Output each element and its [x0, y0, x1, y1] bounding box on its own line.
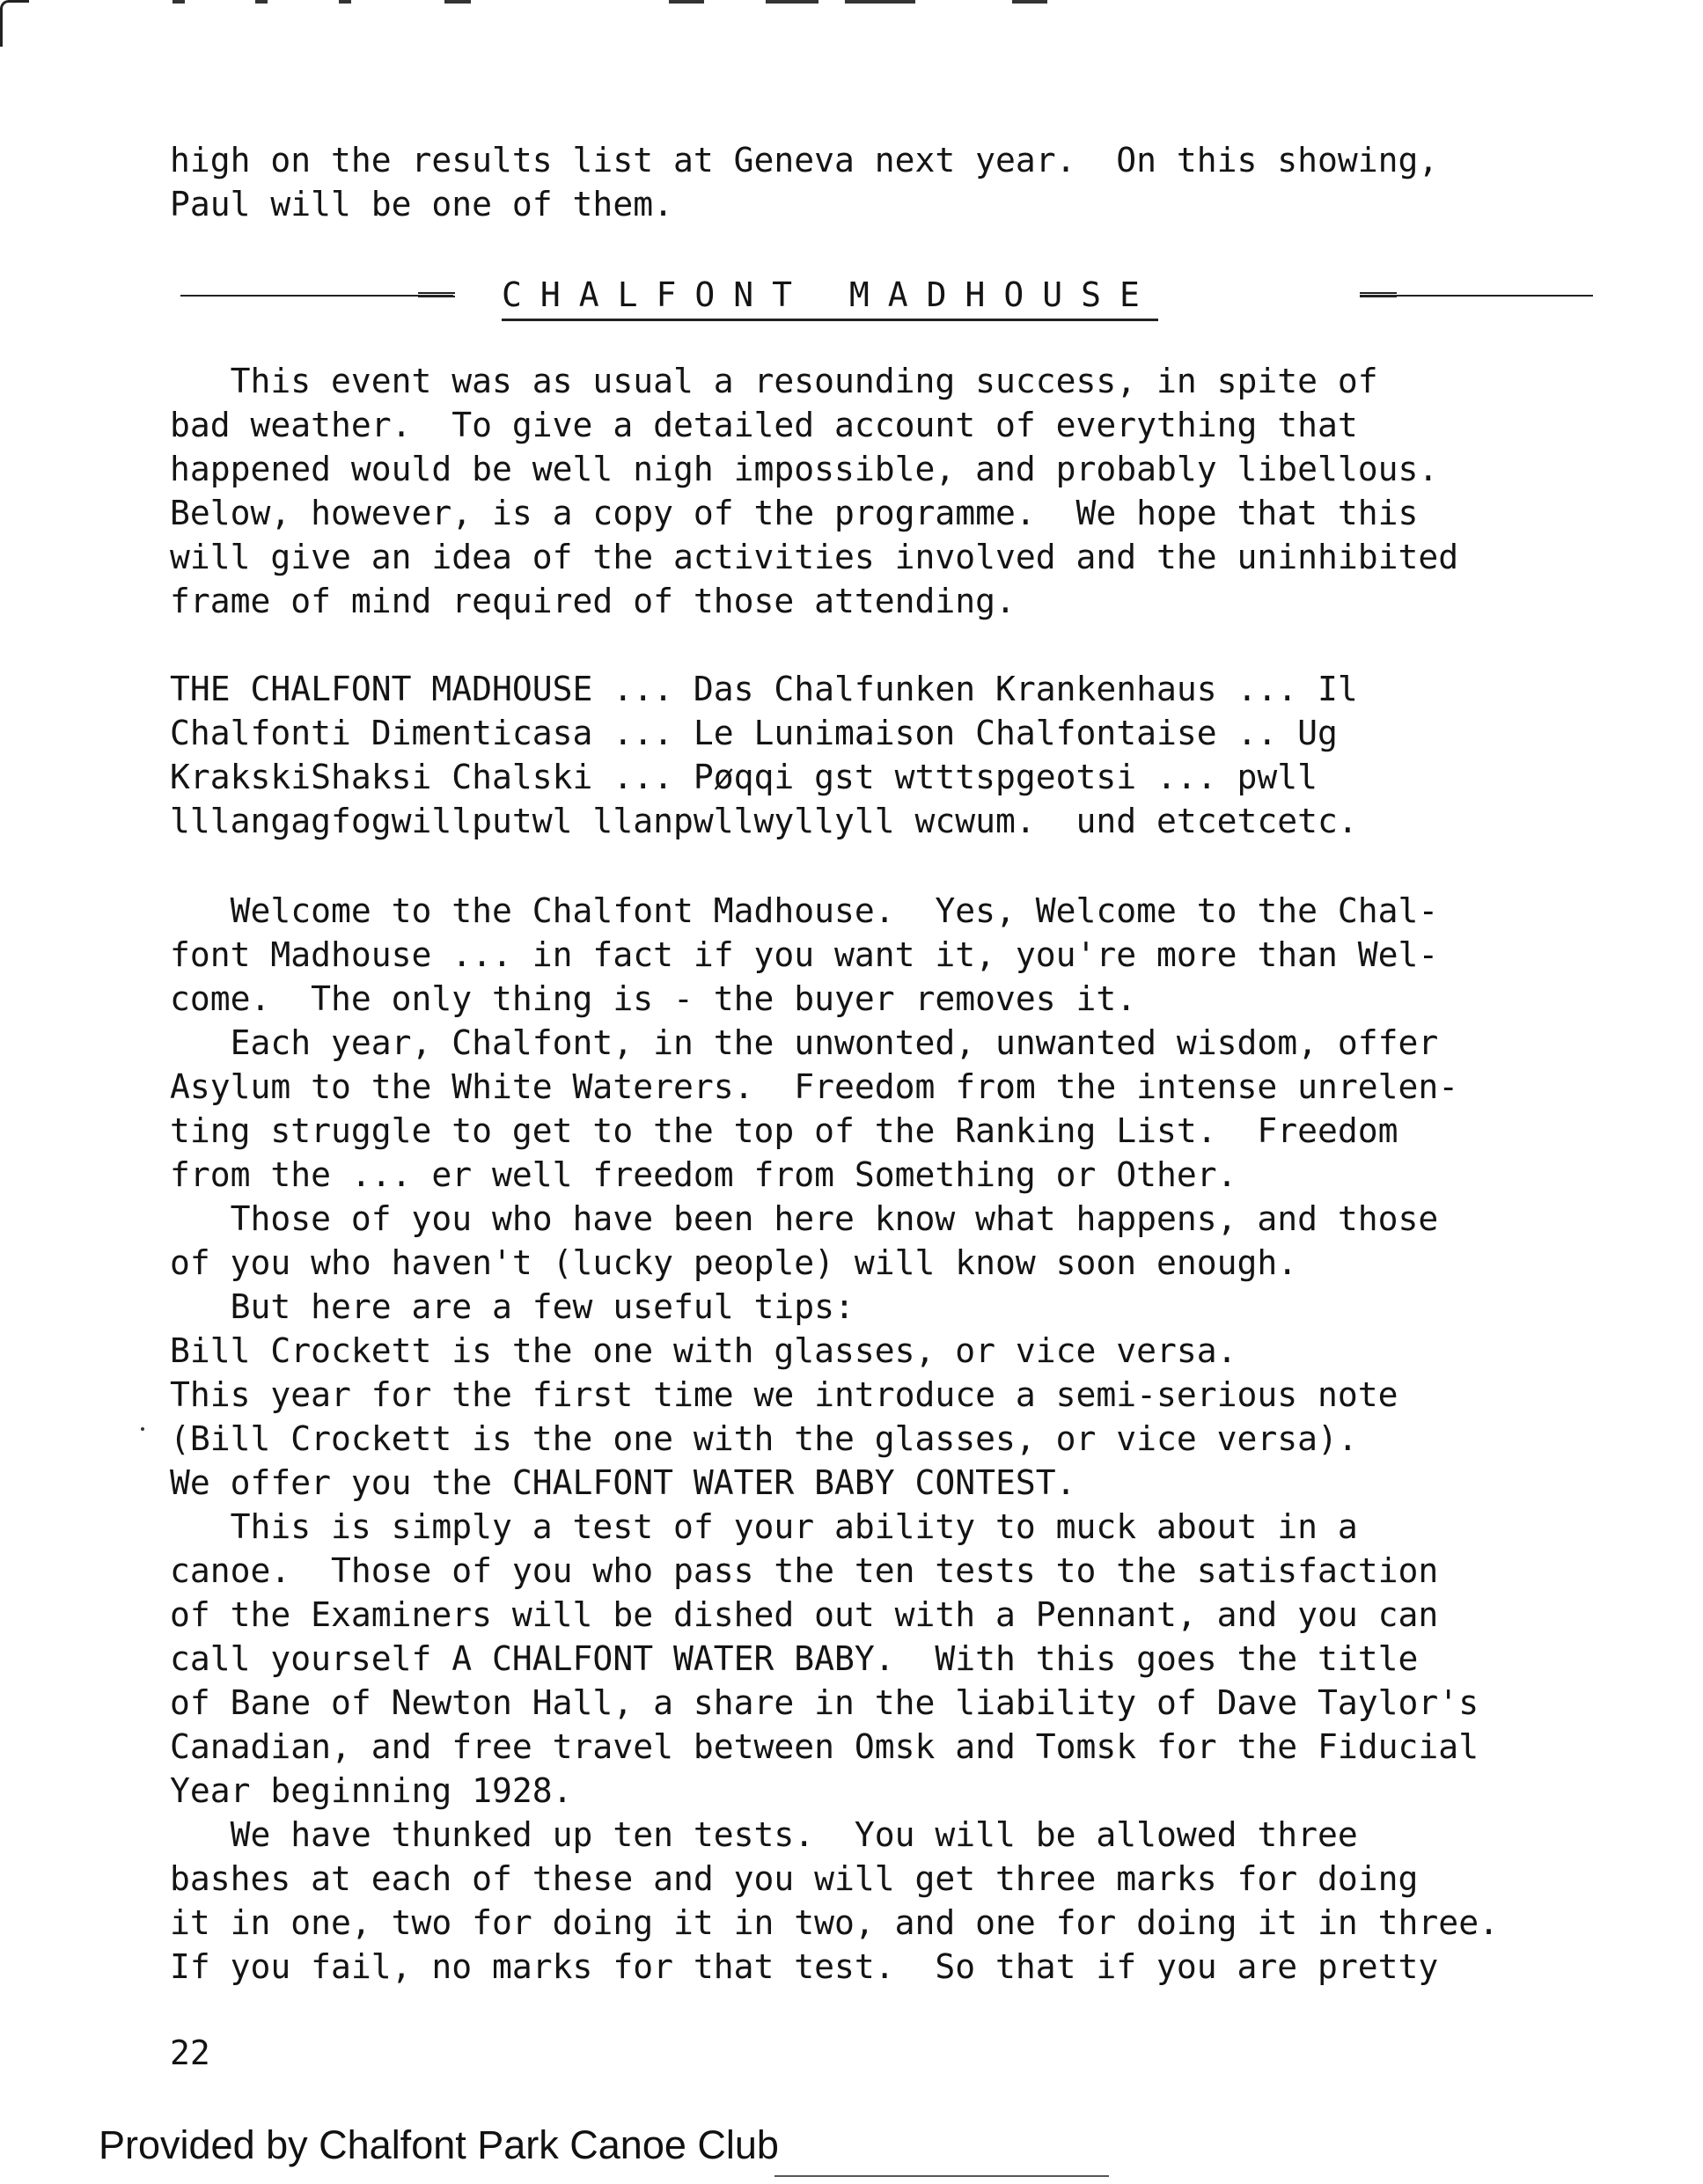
top-edge-marks: [0, 0, 1703, 5]
text-line: We offer you the CHALFONT WATER BABY CONTEST.: [170, 1463, 1076, 1502]
text-line: Welcome to the Chalfont Madhouse. Yes, Welcome to the Chal-: [170, 891, 1439, 930]
heading-rule-right: [1360, 295, 1593, 297]
text-line: of you who haven't (lucky people) will know soon enough.: [170, 1243, 1298, 1282]
text-line: ting struggle to get to the top of the Ranking List. Freedom: [170, 1111, 1398, 1150]
text-line: font Madhouse ... in fact if you want it, you're more than Wel-: [170, 935, 1439, 974]
text-line: THE CHALFONT MADHOUSE ... Das Chalfunken Krankenhaus ... Il: [170, 670, 1358, 708]
text-line: Each year, Chalfont, in the unwonted, unwanted wisdom, offer: [170, 1023, 1439, 1062]
text-line: frame of mind required of those attending.: [170, 582, 1016, 620]
text-line: Canadian, and free travel between Omsk and Tomsk for the Fiducial: [170, 1727, 1479, 1766]
text-line: bashes at each of these and you will get three marks for doing: [170, 1859, 1419, 1898]
text-line: This is simply a test of your ability to muck about in a: [170, 1507, 1358, 1546]
text-line: This year for the first time we introduce a semi-serious note: [170, 1375, 1398, 1414]
text-line: Chalfonti Dimenticasa ... Le Lunimaison Chalfontaise .. Ug: [170, 714, 1338, 752]
text-line: Paul will be one of them.: [170, 185, 673, 224]
text-line: will give an idea of the activities involved and the uninhibited: [170, 538, 1459, 576]
text-line: Those of you who have been here know what happens, and those: [170, 1199, 1439, 1238]
text-line: from the ... er well freedom from Something or Other.: [170, 1155, 1237, 1194]
text-line: high on the results list at Geneva next year. On this showing,: [170, 141, 1439, 180]
section-heading: [180, 273, 1593, 322]
programme-title: [170, 667, 1358, 843]
text-line: bad weather. To give a detailed account of everything that: [170, 406, 1358, 444]
text-line: it in one, two for doing it in two, and one for doing it in three.: [170, 1903, 1499, 1942]
text-line: But here are a few useful tips:: [170, 1287, 855, 1326]
programme-body: [170, 889, 1499, 1989]
heading-rule-left: [180, 295, 453, 297]
text-line: Asylum to the White Waterers. Freedom from the intense unrelen-: [170, 1067, 1459, 1106]
text-line: (Bill Crockett is the one with the glasses, or vice versa).: [170, 1419, 1358, 1458]
margin-dot: [141, 1427, 144, 1431]
text-line: We have thunked up ten tests. You will be allowed three: [170, 1815, 1358, 1854]
text-line: of Bane of Newton Hall, a share in the liability of Dave Taylor's: [170, 1683, 1479, 1722]
text-line: Year beginning 1928.: [170, 1771, 573, 1810]
text-line: call yourself A CHALFONT WATER BABY. With this goes the title: [170, 1639, 1419, 1678]
event-paragraph: [170, 359, 1458, 623]
text-line: This event was as usual a resounding success, in spite of: [170, 362, 1378, 400]
text-line: Bill Crockett is the one with glasses, or vice versa.: [170, 1331, 1237, 1370]
provider-credit: Provided by Chalfont Park Canoe Club: [99, 2122, 779, 2167]
text-line: lllangagfogwillputwl llanpwllwyllyll wcwum. und etcetcetc.: [170, 802, 1358, 840]
text-line: come. The only thing is - the buyer removes it.: [170, 979, 1137, 1018]
page-number: 22: [170, 2034, 210, 2072]
bottom-edge-marks: [774, 2175, 1109, 2182]
page-corner-mark: [0, 0, 29, 47]
text-line: canoe. Those of you who pass the ten tests to the satisfaction: [170, 1551, 1439, 1590]
heading-rule-left-double: [418, 292, 455, 297]
section-title: CHALFONT MADHOUSE: [502, 273, 1158, 321]
text-line: If you fail, no marks for that test. So that if you are pretty: [170, 1947, 1439, 1986]
text-line: KrakskiShaksi Chalski ... Pøqqi gst wtttspgeotsi ... pwll: [170, 758, 1318, 796]
text-line: happened would be well nigh impossible, and probably libellous.: [170, 450, 1439, 488]
text-line: of the Examiners will be dished out with a Pennant, and you can: [170, 1595, 1439, 1634]
text-line: Below, however, is a copy of the programme. We hope that this: [170, 494, 1419, 532]
intro-paragraph: [170, 138, 1438, 226]
